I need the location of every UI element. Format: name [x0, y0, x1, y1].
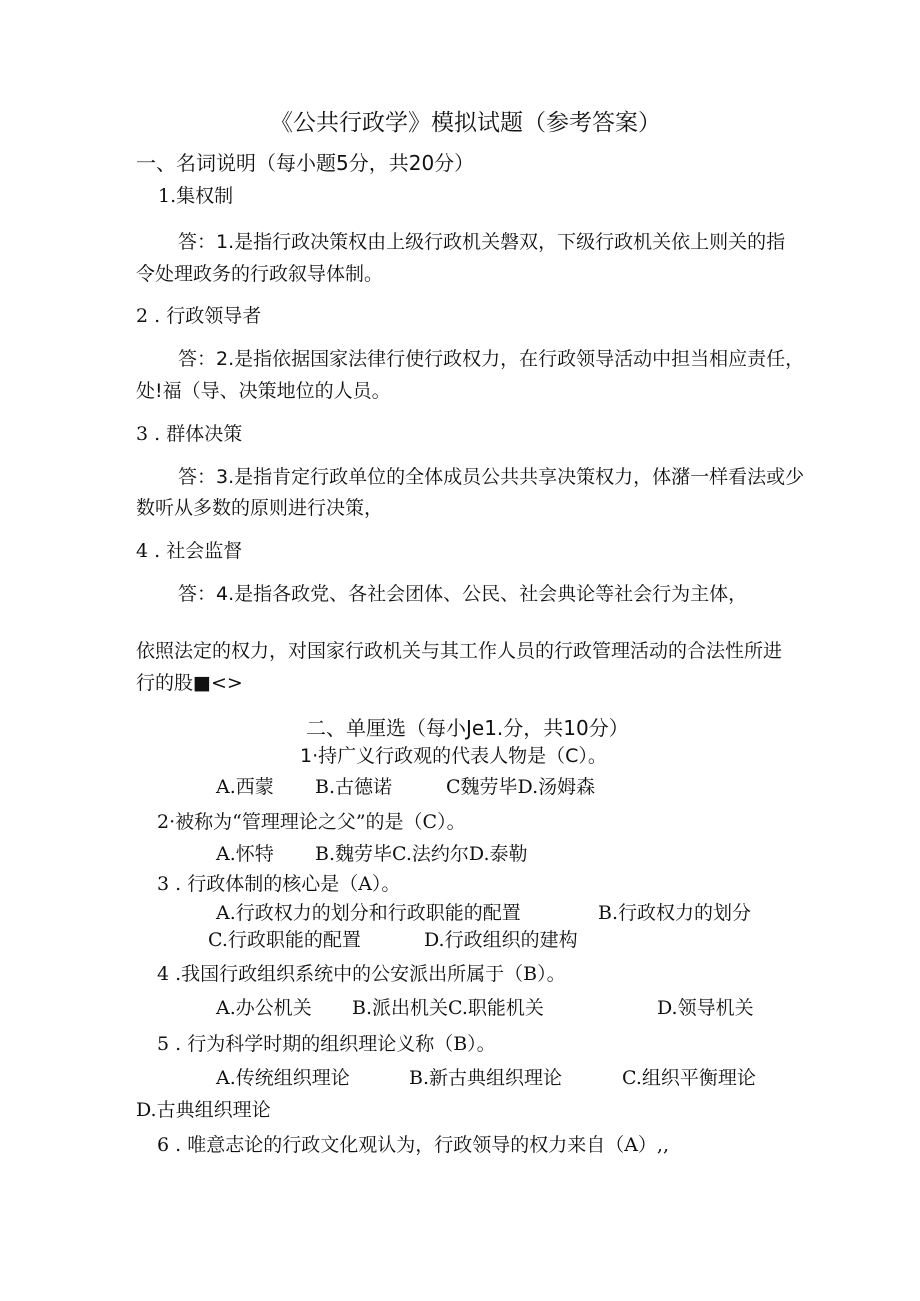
answer-1-line-1: 答：1.是指行政决策权由上级行政机关磐双，下级行政机关依上则关的指 [178, 231, 786, 253]
term-2: 2 . 行政领导者 [136, 305, 262, 327]
question-1: 1·持广义行政观的代表人物是（C）。 [300, 745, 607, 767]
question-4: 4 .我国行政组织系统中的公安派出所属于（B）。 [157, 963, 566, 985]
q3-option-d: D.行政组织的建构 [424, 929, 578, 951]
q1-option-cd: C魏劳毕D.汤姆森 [446, 776, 596, 798]
q1-option-a: A.西蒙 [216, 776, 274, 798]
q3-option-c: C.行政职能的配置 [208, 929, 361, 951]
question-6: 6 . 唯意志论的行政文化观认为，行政领导的权力来自（A）,, [157, 1134, 670, 1156]
question-5: 5 . 行为科学时期的组织理论义称（B）。 [157, 1033, 496, 1055]
answer-2-line-1: 答：2.是指依据国家法律行使行政权力，在行政领导活动中担当相应责任， [178, 348, 805, 370]
answer-4-line-3: 行的股■<> [136, 672, 243, 694]
q4-option-bc: B.派出机关C.职能机关 [352, 997, 544, 1019]
q1-option-b: B.古德诺 [315, 776, 393, 798]
term-3: 3 . 群体决策 [136, 423, 243, 445]
section1-heading: 一、名词说明（每小题5分，共20分） [136, 151, 475, 175]
section2-heading: 二、单厘选（每小Je1.分，共10分） [306, 716, 629, 740]
question-2: 2·被称为“管理理论之父”的是（C）。 [157, 811, 466, 833]
q5-option-a: A.传统组织理论 [216, 1067, 350, 1089]
answer-2-line-2: 处!福（导、决策地位的人员。 [136, 380, 391, 402]
question-3: 3 . 行政体制的核心是（A）。 [157, 873, 401, 895]
q2-option-a: A.怀特 [216, 843, 274, 865]
q3-option-a: A.行政权力的划分和行政职能的配置 [216, 902, 521, 924]
document-title: 《公共行政学》模拟试题（参考答案） [270, 110, 661, 136]
q4-option-d: D.领导机关 [657, 997, 754, 1019]
q5-option-d: D.古典组织理论 [136, 1099, 271, 1121]
answer-4-line-1: 答：4.是指各政党、各社会团体、公民、社会典论等社会行为主体， [178, 583, 748, 605]
q5-option-c: C.组织平衡理论 [622, 1067, 756, 1089]
q4-option-a: A.办公机关 [216, 997, 312, 1019]
q2-option-bcd: B.魏劳毕C.法约尔D.泰勒 [315, 843, 528, 865]
answer-4-line-2: 依照法定的权力，对国家行政机关与其工作人员的行政管理活动的合法性所进 [136, 640, 783, 662]
answer-3-line-2: 数听从多数的原则进行决策， [136, 497, 384, 519]
term-4: 4 . 社会监督 [136, 540, 243, 562]
answer-1-line-2: 令处理政务的行政叙导体制。 [136, 263, 384, 285]
q5-option-b: B.新古典组织理论 [409, 1067, 563, 1089]
term-1: 1.集权制 [158, 185, 234, 207]
answer-3-line-1: 答：3.是指肯定行政单位的全体成员公共共享决策权力，体潴一样看法或少 [178, 466, 805, 488]
q3-option-b: B.行政权力的划分 [598, 902, 752, 924]
